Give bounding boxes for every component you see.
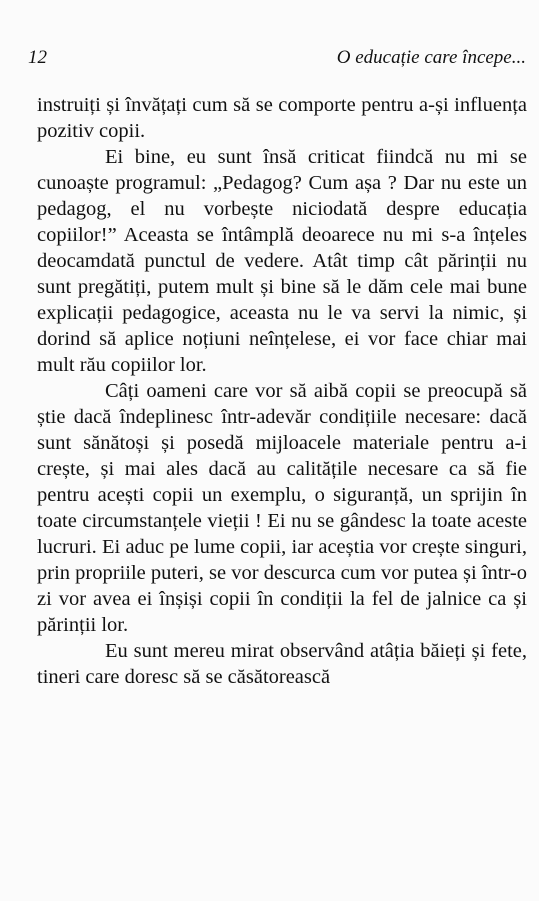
paragraph: Eu sunt mereu mirat observând atâția băieți și fete, tineri care doresc să se căsătorească [37,640,527,688]
running-title: O educație care începe... [336,47,526,68]
paragraph: Ei bine, eu sunt însă criticat fiindcă nu mi se cunoaște programul: „Pedagog? Cum așa ? Dar nu este un pedagog, el nu vorbește niciodată despre educația copiilor!” Aceasta se întâmplă deoarece nu mi s-a înțeles deocamdată punctul de vedere. Atât timp cât părinții nu sunt pregătiți, putem mult și bine să le dăm cele mai bune explicații pedagogice, aceasta nu le va servi la nimic, și dorind să aplice noțiuni neînțelese, ei vor face chiar mai mult rău copiilor lor. [37,146,527,376]
paragraph: Câți oameni care vor să aibă copii se preocupă să știe dacă îndeplinesc într-adevăr condițiile necesare: dacă sunt sănătoși și posedă mijloacele materiale pentru a-i crește, și mai ales dacă au calitățile necesare ca să fie pentru acești copii un exemplu, o siguranță, un sprijin în toate circumstanțele vieții ! Ei nu se gândesc la toate aceste lucruri. Ei aduc pe lume copii, iar aceștia vor crește singuri, prin propriile puteri, se vor descurca cum vor putea și într-o zi vor avea ei înșiși copii în condiții la fel de jalnice ca și părinții lor. [37,380,527,636]
paragraph-continuation: instruiți și învățați cum să se comporte pentru a-și influența pozitiv copii. [37,94,527,142]
body-text [37,92,527,690]
page-header [28,44,526,72]
page-number: 12 [28,47,47,68]
